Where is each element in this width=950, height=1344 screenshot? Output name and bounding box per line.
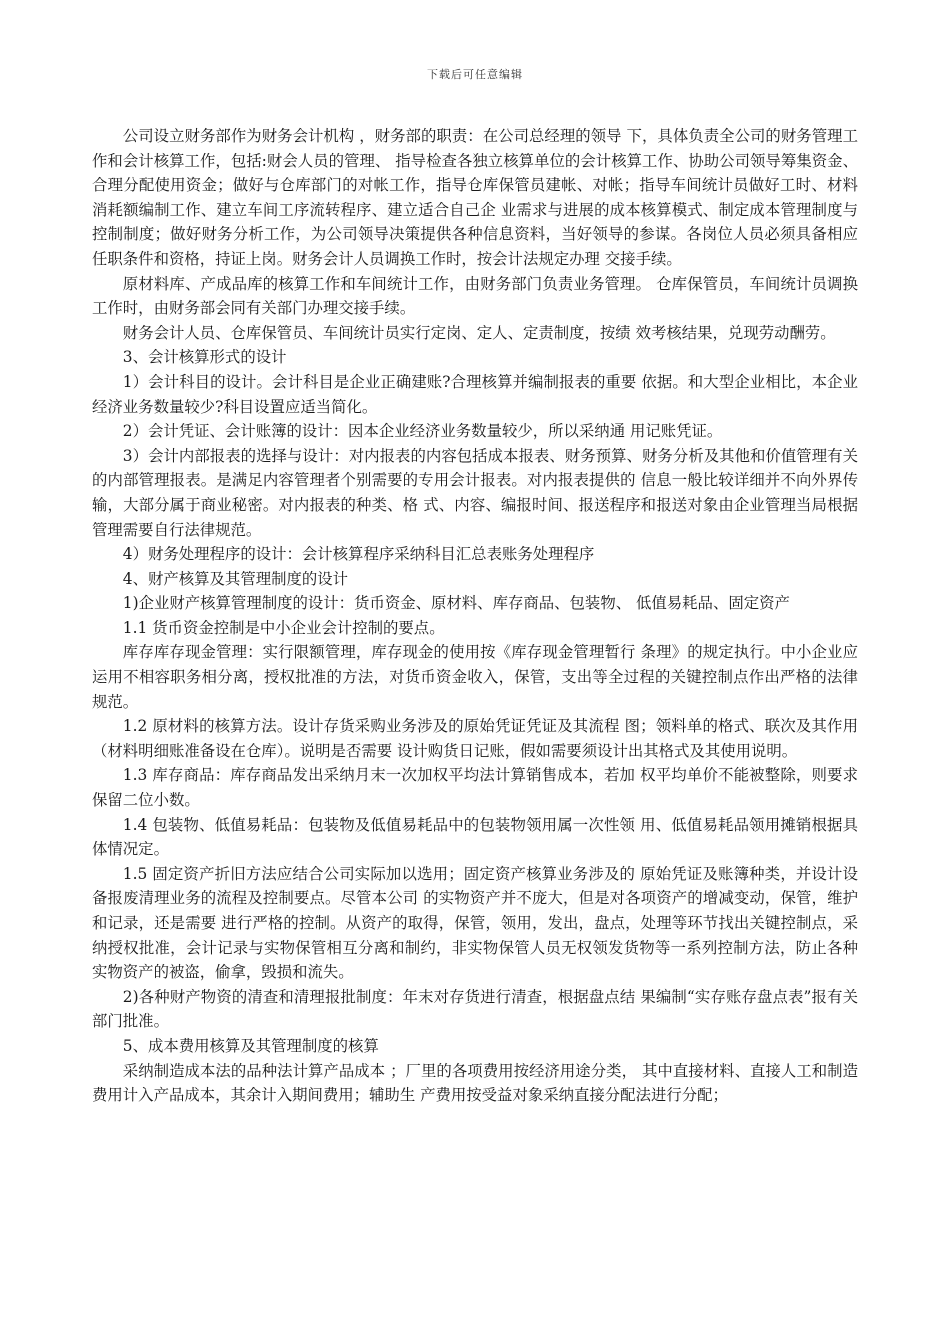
paragraph: 原材料库、产成品库的核算工作和车间统计工作，由财务部门负责业务管理。 仓库保管员，车间统计员调换工作时，由财务部会同有关部门办理交接手续。 [92,274,858,318]
paragraph: 4）财务处理程序的设计：会计核算程序采纳科目汇总表账务处理程序 [122,545,595,564]
section-heading: 3、会计核算形式的设计 [122,348,287,367]
paragraph: 2）会计凭证、会计账簿的设计：因本企业经济业务数量较少，所以采纳通 用记账凭证。 [122,422,723,441]
paragraph: 1.4 包装物、低值易耗品：包装物及低值易耗品中的包装物领用属一次性领 用、低值易耗品领用摊销根据具体情况定。 [92,815,858,859]
paragraph: 1）会计科目的设计。会计科目是企业正确建账?合理核算并编制报表的重要 依据。和大型企业相比，本企业经济业务数量较少?科目设置应适当简化。 [92,372,858,416]
paragraph: 采纳制造成本法的品种法计算产品成本 ；厂里的各项费用按经济用途分类， 其中直接材料、直接人工和制造费用计入产品成本，其余计入期间费用；辅助生 产费用按受益对象采纳直接分配法进行分配； [92,1061,858,1105]
section-heading: 5、成本费用核算及其管理制度的核算 [122,1036,379,1055]
paragraph: 1.2 原材料的核算方法。设计存货采购业务涉及的原始凭证凭证及其流程 图；领料单的格式、联次及其作用（材料明细账准备设在仓库）。说明是否需要 设计购货日记账，假如需要须设计出其格式及其使用说明。 [92,717,858,760]
section-heading: 4、财产核算及其管理制度的设计 [122,569,349,588]
paragraph: 3）会计内部报表的选择与设计：对内报表的内容包括成本报表、财务预算、财务分析及其他和价值管理有关的内部管理报表。是满足内容管理者个别需要的专用会计报表。对内报表提供的 信息一般比较详细并不向外界传输，大部分属于商业秘密。对内报表的种类、格 式、内容、编报时间、报送程序和报送对象由企业管理当局根据管理需要自行法律规范。 [92,446,858,539]
paragraph: 公司设立财务部作为财务会计机构 ，财务部的职责：在公司总经理的领导 下，具体负责全公司的财务管理工作和会计核算工作，包括:财会人员的管理、 指导检查各独立核算单位的会计核算工作、协助公司领导筹集资金、合理分配使用资金；做好与仓库部门的对帐工作，指导仓库保管员建帐、对帐；指导车间统计员做好工时、材料消耗额编制工作、建立车间工序流转程序、建立适合自己企 业需求与进展的成本核算模式、制定成本管理制度与控制制度；做好财务分析工作，为公司领导决策提供各种信息资料，当好领导的参谋。各岗位人员必须具备相应任职条件和资格，持证上岗。财务会计人员调换工作时，按会计法规定办理 交接手续。 [92,127,858,268]
header-note: 下载后可任意编辑 [427,68,523,81]
paragraph: 1.5 固定资产折旧方法应结合公司实际加以选用；固定资产核算业务涉及的 原始凭证及账簿种类，并设计设备报废清理业务的流程及控制要点。尽管本公司 的实物资产并不庞大，但是对各项资产的增减变动，保管，维护和记录，还是需要 进行严格的控制。从资产的取得，保管，领用，发出，盘点，处理等环节找出关键控制点，采纳授权批准，会计记录与实物保管相互分离和制约，非实物保管人员无权领发货物等一系列控制方法，防止各种实物资产的被盗，偷拿，毁损和流失。 [92,864,858,982]
paragraph: 库存库存现金管理：实行限额管理，库存现金的使用按《库存现金管理暂行 条理》的规定执行。中小企业应运用不相容职务相分离，授权批准的方法，对货币资金收入，保管，支出等全过程的关键控制点作出严格的法律规范。 [92,643,858,711]
paragraph: 1)企业财产核算管理制度的设计：货币资金、原材料、库存商品、包装物、 低值易耗品、固定资产 [122,594,790,613]
body-text [92,124,858,1108]
paragraph: 1.1 货币资金控制是中小企业会计控制的要点。 [122,618,445,637]
paragraph: 财务会计人员、仓库保管员、车间统计员实行定岗、定人、定责制度，按绩 效考核结果，兑现劳动酬劳。 [122,323,836,342]
paragraph: 1.3 库存商品：库存商品发出采纳月末一次加权平均法计算销售成本，若加 权平均单价不能被整除，则要求保留二位小数。 [92,766,858,810]
paragraph: 2)各种财产物资的清查和清理报批制度：年末对存货进行清查，根据盘点结 果编制“实存账存盘点表”报有关部门批准。 [92,987,858,1031]
